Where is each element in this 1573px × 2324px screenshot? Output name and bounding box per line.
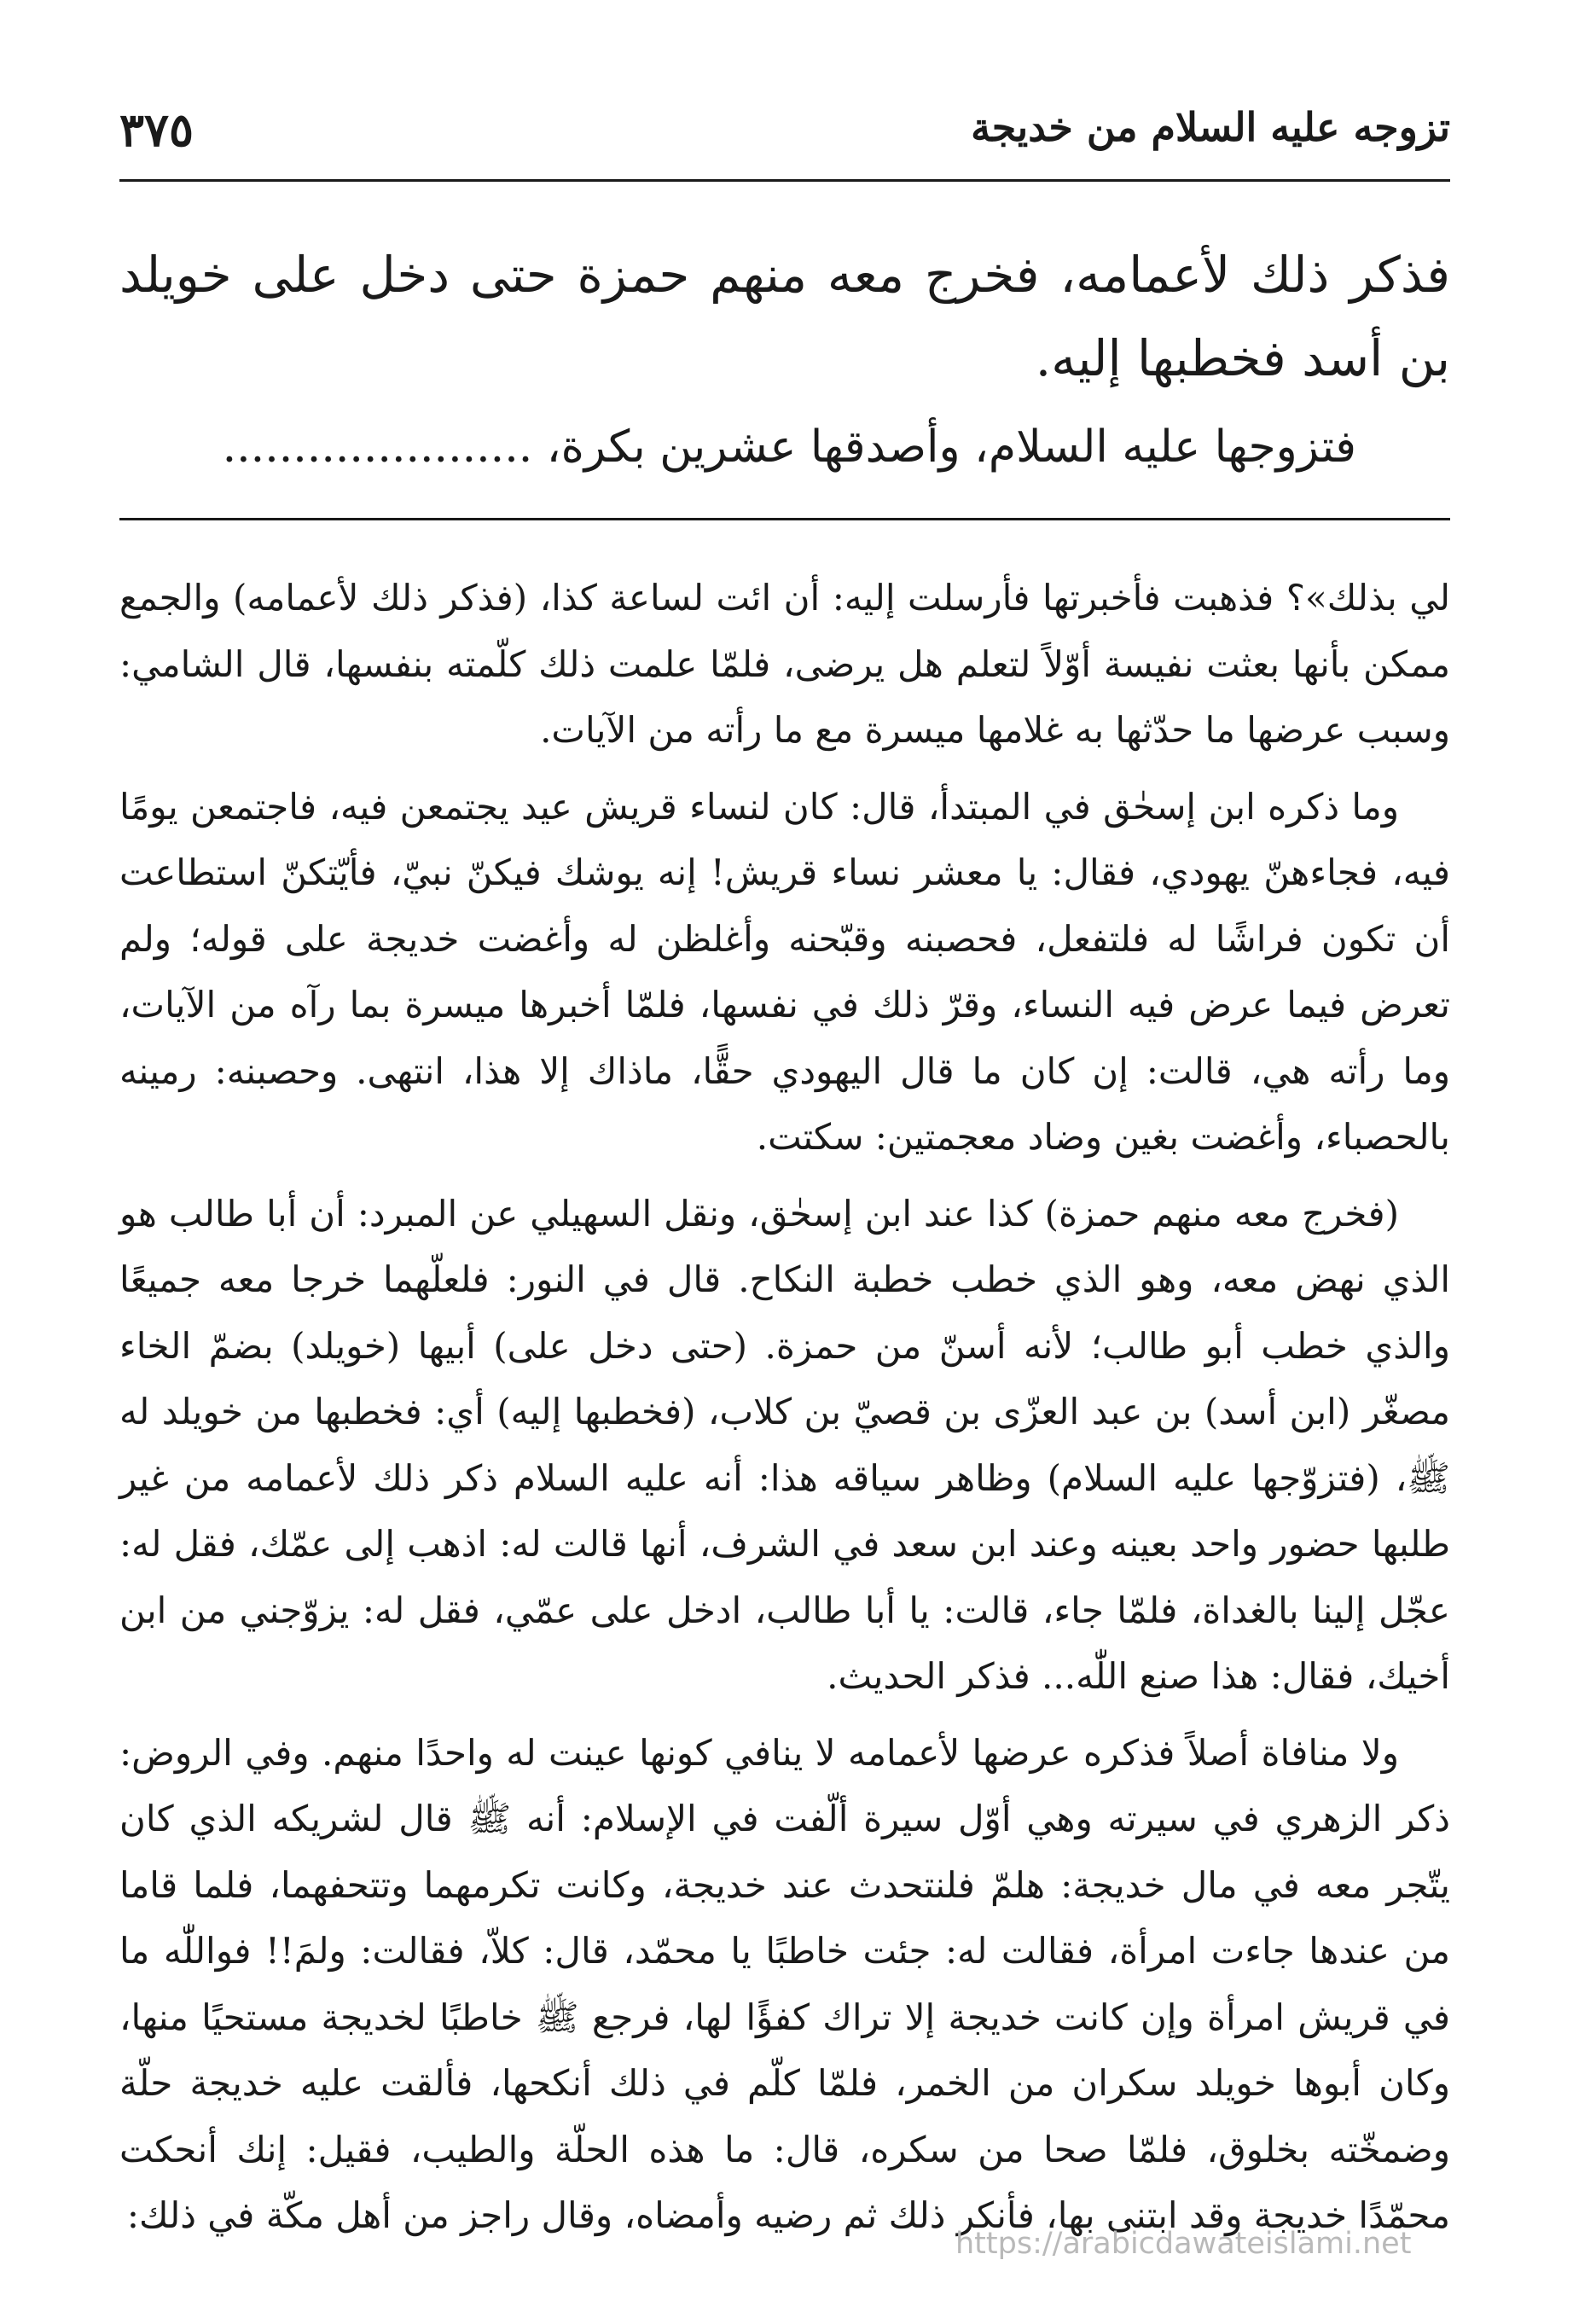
page-number: ٣٧٥ xyxy=(119,102,194,157)
commentary-paragraph: وما ذكره ابن إسحٰق في المبتدأ، قال: كان لنساء قريش عيد يجتمعن فيه، فاجتمعن يومًا فيه، فجاءهنّ يهودي، فقال: يا معشر نساء قريش! إنه يوشك فيكنّ نبيّ، فأيّتكنّ استطاعت أن تكون فراشًا له فلتفعل، فحصبنه وقبّحنه وأغلظن له وأغضت خديجة على قوله؛ ولم تعرض فيما عرض فيه النساء، وقرّ ذلك في نفسها، فلمّا أخبرها ميسرة بما رآه من الآيات، وما رأته هي، قالت: إن كان ما قال اليهودي حقًّا، ماذاك إلا هذا، انتهى. وحصبنه: رمينه بالحصباء، وأغضت بغين وضاد معجمتين: سكتت. xyxy=(119,785,1450,1158)
section-divider xyxy=(119,518,1450,520)
commentary xyxy=(119,565,1450,2249)
commentary-paragraph: (فخرج معه منهم حمزة) كذا عند ابن إسحٰق، ونقل السهيلي عن المبرد: أن أبا طالب هو الذي نهض معه، وهو الذي خطب خطبة النكاح. قال في النور: فلعلّهما خرجا معه جميعًا والذي خطب أبو طالب؛ لأنه أسنّ من حمزة. (حتى دخل على) أبيها (خويلد) بضمّ الخاء مصغّر (ابن أسد) بن عبد العزّى بن قصيّ بن كلاب، (فخطبها إليه) أي: فخطبها من خويلد له ﷺ، (فتزوّجها عليه السلام) وظاهر سياقه هذا: أنه عليه السلام ذكر ذلك لأعمامه من غير طلبها حضور واحد بعينه وعند ابن سعد في الشرف، أنها قالت له: اذهب إلى عمّك، فقل له: عجّل إلينا بالغداة، فلمّا جاء، قالت: يا أبا طالب، ادخل على عمّي، فقل له: يزوّجني من ابن أخيك، فقال: هذا صنع اللّٰه... فذكر الحديث. xyxy=(119,1192,1450,1697)
running-header xyxy=(119,102,1450,171)
book-page xyxy=(119,102,1450,2259)
commentary-paragraph: ولا منافاة أصلاً فذكره عرضها لأعمامه لا ينافي كونها عينت له واحدًا منهم. وفي الروض: ذكر الزهري في سيرته وهي أوّل سيرة ألّفت في الإسلام: أنه ﷺ قال لشريكه الذي كان يتّجر معه في مال خديجة: هلمّ فلنتحدث عند خديجة، وكانت تكرمهما وتتحفهما، فلما قاما من عندها جاءت امرأة، فقالت له: جئت خاطبًا يا محمّد، قال: كلاّ، فقالت: ولمَ!! فواللّٰه ما في قريش امرأة وإن كانت خديجة إلا تراك كفؤًا لها، فرجع ﷺ خاطبًا لخديجة مستحيًا منها، وكان أبوها خويلد سكران من الخمر، فلمّا كلّم في ذلك أنكحها، فألقت عليه خديجة حلّة وضمخّته بخلوق، فلمّا صحا من سكره، قال: ما هذه الحلّة والطيب، فقيل: إنك أنحكت محمّدًا خديجة وقد ابتنى بها، فأنكر ذلك ثم رضيه وأمضاه، وقال راجز من أهل مكّة في ذلك: xyxy=(119,1731,1450,2236)
commentary-paragraph: لي بذلك»؟ فذهبت فأخبرتها فأرسلت إليه: أن ائت لساعة كذا، (فذكر ذلك لأعمامه) والجمع ممكن بأنها بعثت نفيسة أوّلاً لتعلم هل يرضى، فلمّا علمت ذلك كلّمته بنفسها، قال الشامي: وسبب عرضها ما حدّثها به غلامها ميسرة مع ما رأته من الآيات. xyxy=(119,577,1451,751)
main-text-line: فتزوجها عليه السلام، وأصدقها عشرين بكرة، ...................... xyxy=(222,421,1356,473)
running-title: تزوجه عليه السلام من خديجة xyxy=(971,104,1450,150)
watermark: https://arabicdawateislami.net xyxy=(955,2227,1412,2261)
main-text-line: فذكر ذلك لأعمامه، فخرج معه منهم حمزة حتى دخل على خويلد بن أسد فخطبها إليه. xyxy=(119,246,1450,387)
header-rule xyxy=(119,179,1450,182)
main-text xyxy=(119,233,1450,489)
